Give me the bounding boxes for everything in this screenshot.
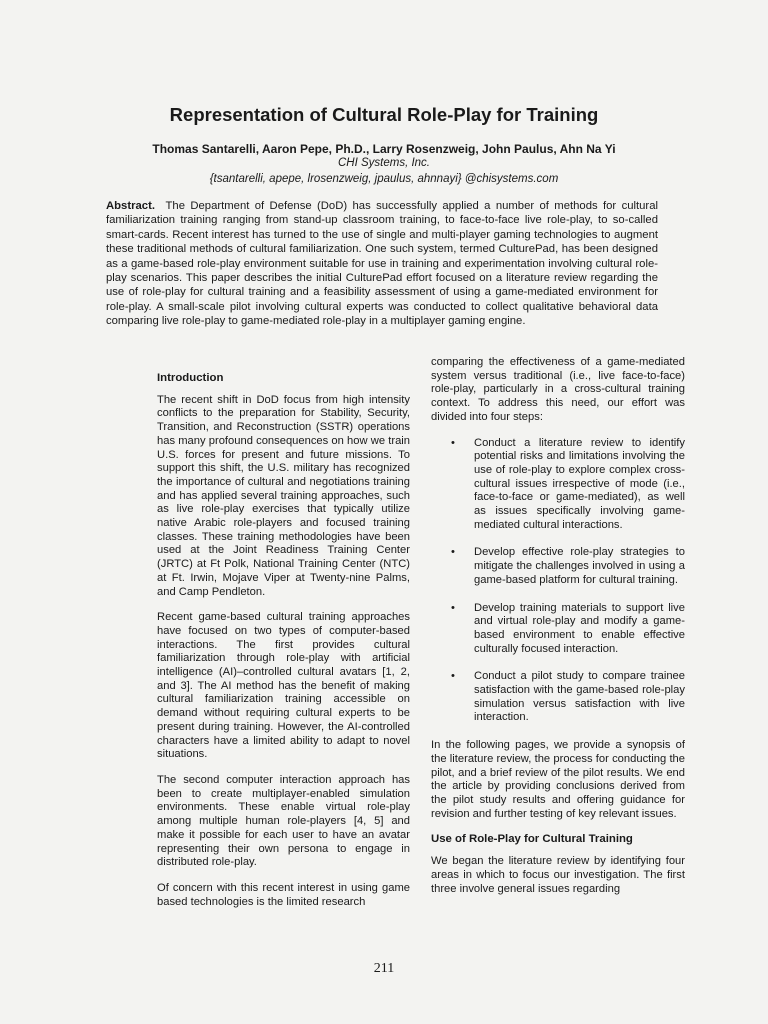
intro-paragraph-1: The recent shift in DoD focus from high intensity conflicts to the preparation for Stability, Security, Transition, and Reconstruction (SSTR) operations has many profound consequences on how we train U.S. forces for present and future missions. To support this shift, the U.S. military has recognized the importance of cultural and negotiations training and has applied several training approaches, such as live role-play exercises that typically utilize native Arabic role-players and focused training classes. These training methodologies have been used at the Joint Readiness Training Center (JRTC) at Ft Polk, National Training Center (NTC) at Ft. Irwin, Mojave Viper at Twenty-nine Palms, and Camp Pendleton. bbox=[157, 393, 410, 598]
affiliation: CHI Systems, Inc. bbox=[337, 157, 431, 169]
abstract-label: Abstract. bbox=[106, 200, 155, 212]
intro-paragraph-2: Recent game-based cultural training approaches have focused on two types of computer-based interactions. The first provides cultural familiarization through role-play with artificial intelligence (AI)–controlled cultural avatars [1, 2, and 3]. The AI method has the benefit of making cultural familiarization training accessible on demand without requiring cultural experts to be present during training. However, the AI-controlled characters have a limited ability to adapt to novel situations. bbox=[157, 611, 410, 761]
list-item bbox=[431, 546, 685, 587]
list-item bbox=[431, 670, 685, 725]
step-text: Develop effective role-play strategies to mitigate the challenges involved in using a game-based platform for cultural training. bbox=[474, 546, 685, 586]
list-item bbox=[431, 602, 685, 657]
step-text: Develop training materials to support live and virtual role-play and modify a game-based environment to enable effective culturally focused interaction. bbox=[474, 601, 685, 655]
bullet-icon: • bbox=[451, 436, 455, 449]
step-text: Conduct a literature review to identify potential risks and limitations involving the use of role-play to explore complex cross-cultural issues irrespective of mode (i.e., face-to-face or game-mediated), as well as issues specifically involving game-mediated cultural interactions. bbox=[474, 436, 685, 531]
bullet-icon: • bbox=[451, 601, 455, 614]
intro-paragraph-4: Of concern with this recent interest in using game based technologies is the limited research bbox=[157, 881, 410, 908]
list-item bbox=[431, 437, 685, 533]
synopsis-paragraph: In the following pages, we provide a synopsis of the literature review, the process for conducting the pilot, and a brief review of the pilot results. We end the article by providing conclusions derived from the pilot study results and offering guidance for revision and further testing of key relevant issues. bbox=[431, 739, 685, 820]
section-heading: Use of Role-Play for Cultural Training bbox=[431, 833, 633, 846]
bullet-icon: • bbox=[451, 546, 455, 559]
intro-paragraph-3: The second computer interaction approach has been to create multiplayer-enabled simulation environments. These enable virtual role-play among multiple human role-players [4, 5] and make it possible for each user to have an avatar representing their own persona to engage in distributed role-play. bbox=[157, 773, 410, 869]
introduction-heading: Introduction bbox=[157, 372, 224, 384]
right-intro-paragraph: comparing the effectiveness of a game-mediated system versus traditional (i.e., live face-to-face) role-play, particularly in a cross-cultural training context. To address this need, our effort was divided into four steps: bbox=[431, 356, 685, 423]
step-text: Conduct a pilot study to compare trainee satisfaction with the game-based role-play simulation versus satisfaction with live interaction. bbox=[474, 670, 685, 724]
bullet-icon: • bbox=[451, 670, 455, 683]
left-column bbox=[157, 372, 410, 921]
right-column bbox=[431, 356, 685, 908]
section-paragraph: We began the literature review by identifying four areas in which to focus our investigation. The first three involve general issues regarding bbox=[431, 855, 685, 895]
abstract-text: The Department of Defense (DoD) has successfully applied a number of methods for cultural familiarization training ranging from stand-up classroom training, to face-to-face live role-play, to so-called smart-cards. Recent interest has turned to the use of single and multi-player gaming technologies to augment these traditional methods of cultural familiarization. One such system, termed CulturePad, has been designed as a game-based role-play environment suitable for use in training and experimentation involving cultural role-play scenarios. This paper describes the initial CulturePad effort focused on a literature review regarding the use of role-play for cultural training and a feasibility assessment of using a game-mediated environment for role-play. A small-scale pilot involving cultural experts was conducted to collect qualitative behavioral data comparing live role-play to game-mediated role-play in a multiplayer gaming engine. bbox=[106, 200, 658, 328]
abstract bbox=[106, 199, 658, 329]
author-emails: {tsantarelli, apepe, lrosenzweig, jpaulus, ahnnayi} @chisystems.com bbox=[209, 173, 559, 185]
paper-title: Representation of Cultural Role-Play for Training bbox=[169, 104, 599, 125]
steps-list bbox=[431, 437, 685, 726]
page-number: 211 bbox=[373, 961, 395, 976]
author-list: Thomas Santarelli, Aaron Pepe, Ph.D., Larry Rosenzweig, John Paulus, Ahn Na Yi bbox=[152, 142, 616, 156]
